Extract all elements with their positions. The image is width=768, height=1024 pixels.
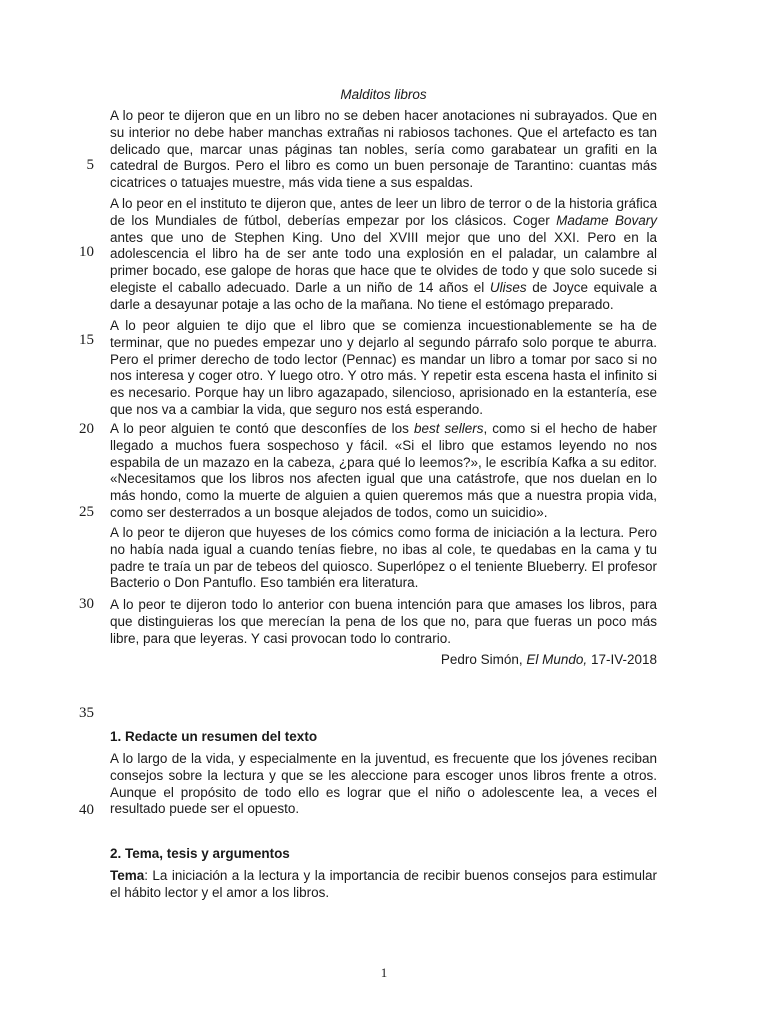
exercise-1-answer: A lo largo de la vida, y especialmente en la juventud, es frecuente que los jóvenes reciban consejos sobre la lectura y que se les aleccione para escoger unos libros frente a otros. Aunque el propósito de todo ello es lograr que el niño o adolescente lea, a veces el resultado puede ser el opuesto. [110,751,657,817]
article-paragraph-2 [110,196,657,314]
paragraph-2-text-b: antes que uno de Stephen King. Uno del XVIII mejor que uno del XXI. Pero en la adolescencia el libro ha de ser ante todo una explosión en el paladar, un calambre al primer bocado, ese galope de horas que hace que te olvides de todo y que solo sucede si elegiste el caballo adecuado. Darle a un niño de 14 años el [110,229,657,295]
article-paragraph-3: A lo peor alguien te dijo que el libro que se comienza incuestionablemente se ha de terminar, que no puedes empezar uno y dejarlo al segundo párrafo solo porque te aburra. Pero el primer derecho de todo lector (Pennac) es mandar un libro a tomar por saco si no nos interesa y coger otro. Y luego otro. Y otro más. Y repetir esta escena hasta el infinito si es necesario. Porque hay un libro agazapado, silencioso, aprisionado en la estantería, ese que nos va a cambiar la vida, que seguro nos está esperando. [110,318,657,417]
tema-text: : La iniciación a la lectura y la importancia de recibir buenos consejos para estimular el hábito lector y el amor a los libros. [110,868,657,900]
best-sellers-term: best sellers [413,421,484,436]
paragraph-2-text-a: A lo peor en el instituto te dijeron que, antes de leer un libro de terror o de la historia gráfica de los Mundiales de fútbol, deberías empezar por los clásicos. Coger [110,196,657,228]
article-signature [110,651,657,668]
book-title-madame-bovary: Madame Bovary [556,212,657,228]
paragraph-4-text-a: A lo peor alguien te contó que desconfíes de los [110,421,414,436]
line-number-30: 30 [79,596,94,612]
line-number-35: 35 [79,705,94,721]
paragraph-4-text-b: , como si el hecho de haber llegado a muchos fuera sospechoso y fácil. «Si el libro que estamos leyendo no nos espabila de un mazazo en la cabeza, ¿para qué lo leemos?», le escribía Kafka a su editor. «Necesitamos que los libros nos afecten igual que una catástrofe, que nos duelan en lo más hondo, como la muerte de alguien a quien queremos más que a nuestra propia vida, como ser desterrados a un bosque alejados de todos, como un suicidio». [110,421,657,520]
article-paragraph-1: A lo peor te dijeron que en un libro no se deben hacer anotaciones ni subrayados. Que en su interior no debe haber manchas extrañas ni rabiosos tachones. Que el artefacto es tan delicado que, marcar unas páginas tan nobles, sería como garabatear un grafiti en la catedral de Burgos. Pero el libro es como un buen personaje de Tarantino: cuantas más cicatrices o tatuajes muestre, más vida tiene a sus espaldas. [110,108,657,191]
tema-label: Tema [110,868,145,883]
signature-date: 17-IV-2018 [587,652,657,667]
exercise-2-heading: 2. Tema, tesis y argumentos [110,846,290,861]
line-number-40: 40 [79,802,94,818]
line-number-5: 5 [86,157,94,173]
line-number-15: 15 [79,332,94,348]
article-paragraph-5: A lo peor te dijeron que huyeses de los cómics como forma de iniciación a la lectura. Pero no había nada igual a cuando tenías fiebre, no ibas al cole, te quedabas en la cama y tu padre te traía un par de tebeos del quiosco. Superlópez o el teniente Blueberry. El profesor Bacterio o Don Pantuflo. Eso también era literatura. [110,525,657,591]
signature-newspaper: El Mundo, [526,652,588,667]
book-title-ulises: Ulises [489,279,527,295]
line-number-25: 25 [79,504,94,520]
page-number: 1 [380,965,388,980]
exercise-1-heading: 1. Redacte un resumen del texto [110,729,318,744]
article-paragraph-6: A lo peor te dijeron todo lo anterior con buena intención para que amases los libros, para que distinguieras los que merecían la pena de los que no, para que fueras un poco más libre, para que leyeras. Y casi provocan todo lo contrario. [110,597,657,646]
line-number-20: 20 [79,421,94,437]
signature-author: Pedro Simón, [440,652,527,667]
article-paragraph-4 [110,421,657,522]
exercise-2-answer [110,868,657,902]
article-title: Malditos libros [340,87,427,102]
paragraph-2-text-c: de Joyce equivale a darle a desayunar potaje a las ocho de la mañana. No tiene el estómago preparado. [110,279,657,312]
line-number-10: 10 [79,244,94,260]
